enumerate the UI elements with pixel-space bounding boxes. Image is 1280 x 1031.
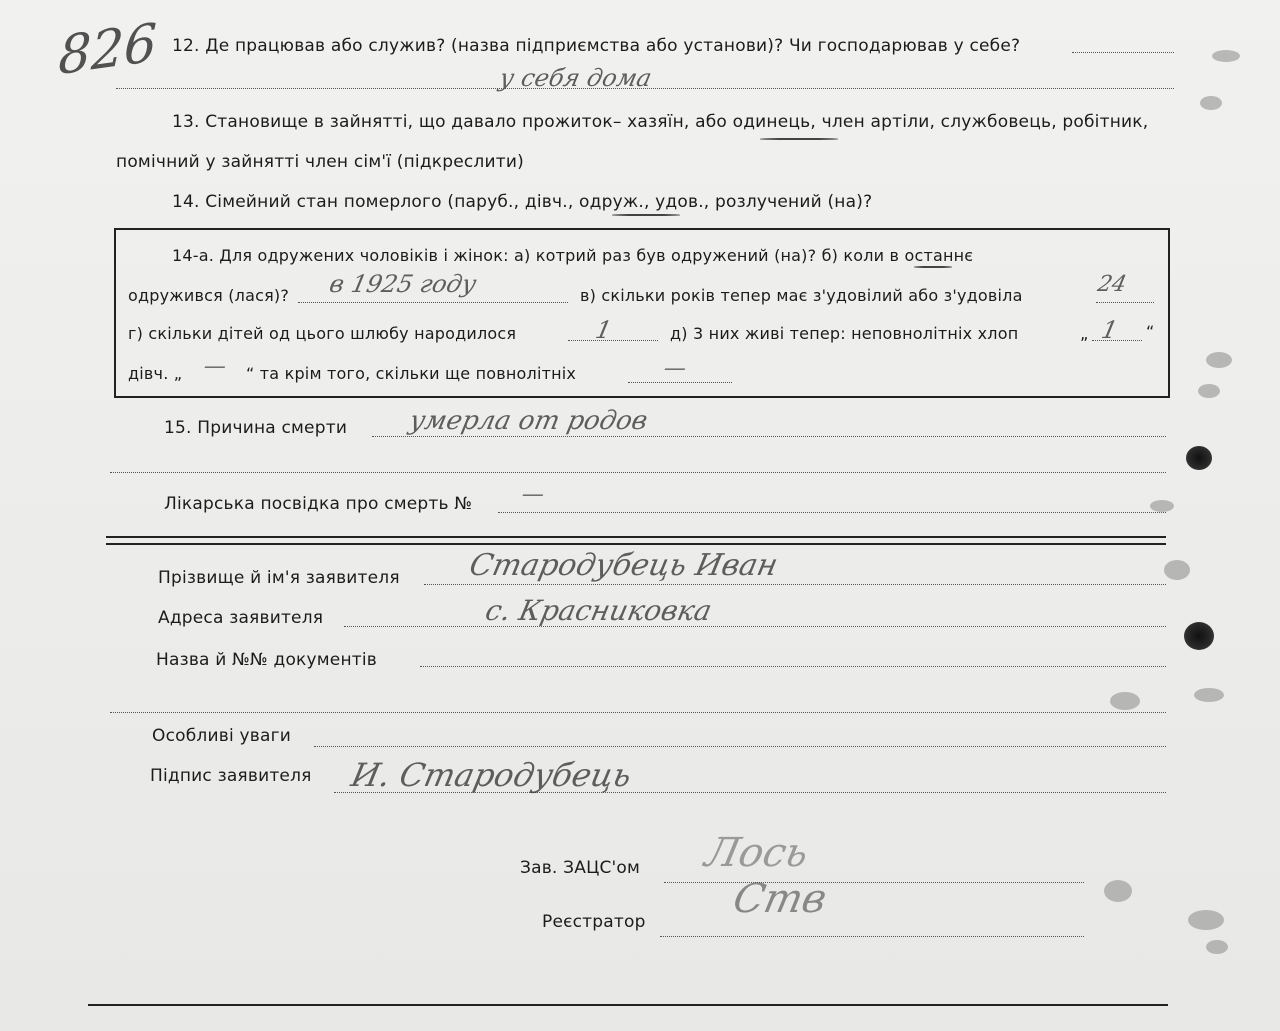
applicant-name-line — [424, 584, 1166, 585]
applicant-docs-line-1 — [420, 666, 1166, 667]
q14-label: 14. Сімейний стан померлого (паруб., дівч., одруж., удов., розлучений (на)? — [172, 192, 873, 212]
q14a-line-4-mid: “ та крім того, скільки ще повнолітніх — [246, 364, 577, 383]
q14a-line-2-answer: в 1925 году — [327, 270, 479, 298]
applicant-docs-line-2 — [110, 712, 1166, 713]
q13-line-2: помічний у зайнятті член сім'ї (підкреслити) — [116, 152, 524, 172]
q12-label: 12. Де працював або служив? (назва підприємства або установи)? Чи господарював у себе? — [172, 36, 1021, 56]
medical-label: Лікарська посвідка про смерть № — [164, 494, 473, 514]
q13-line-1: 13. Становище в зайнятті, що давало прожиток– хазяїн, або одинець, член артіли, службовець, робітник, — [172, 112, 1149, 132]
punch-mark — [1212, 50, 1240, 62]
q14a-line-4-dots — [628, 382, 732, 383]
q14a-line-4-label: дівч. „ — [128, 364, 183, 383]
punch-mark — [1206, 352, 1232, 368]
punch-mark — [1188, 910, 1224, 930]
bottom-rule — [88, 1004, 1168, 1006]
margin-note: 826 — [57, 12, 158, 88]
q14a-line-3-answer: 1 — [593, 316, 615, 344]
applicant-address-line — [344, 626, 1166, 627]
q14a-line-4-answer: — — [201, 354, 229, 379]
applicant-name-label: Прізвище й ім'я заявителя — [158, 568, 400, 588]
applicant-name-answer: Стародубець Иван — [466, 548, 781, 583]
registrar-signature: Ств — [729, 876, 831, 922]
q14a-line-2-dots-1 — [298, 302, 568, 303]
punch-hole — [1184, 622, 1214, 650]
head-label: Зав. ЗАЦС'ом — [520, 858, 641, 878]
punch-mark — [1198, 384, 1220, 398]
q12-line-1 — [1072, 52, 1174, 53]
q15-answer: умерла от родов — [406, 406, 651, 436]
head-signature: Лось — [701, 830, 813, 876]
q14a-line-3-mid: д) 3 них живі тепер: неповнолітніх хлоп — [670, 324, 1019, 343]
applicant-notes-line — [314, 746, 1166, 747]
applicant-address-answer: с. Красниковка — [482, 594, 715, 627]
q14a-line-2-mid: в) скільки років тепер має з'удовілий або з'удовіла — [580, 286, 1023, 305]
punch-mark — [1150, 500, 1174, 512]
q15-label: 15. Причина смерти — [164, 418, 348, 438]
q14a-line-2-dots-2 — [1096, 302, 1154, 303]
q12-answer: у себя дома — [497, 64, 655, 92]
registrar-line — [660, 936, 1084, 937]
q14a-line-3-label: г) скільки дітей од цього шлюбу народилося — [128, 324, 517, 343]
punch-mark — [1110, 692, 1140, 710]
applicant-notes-label: Особливі уваги — [152, 726, 291, 746]
registrar-label: Реєстратор — [542, 912, 646, 932]
q15-line-1 — [372, 436, 1166, 437]
q14a-line-1: 14-а. Для одружених чоловіків і жінок: а) котрий раз був одружений (на)? б) коли в останнє — [172, 246, 974, 265]
punch-mark — [1200, 96, 1222, 110]
punch-mark — [1194, 688, 1224, 702]
q14-underline-odruzh — [612, 214, 680, 216]
applicant-docs-label: Назва й №№ документів — [156, 650, 378, 670]
medical-answer: — — [519, 482, 547, 507]
separator-rule-1 — [106, 536, 1166, 538]
separator-rule-2 — [106, 543, 1166, 545]
head-line — [664, 882, 1084, 883]
q14a-line-2-label: одружився (лася)? — [128, 286, 290, 305]
applicant-signature-label: Підпис заявителя — [150, 766, 312, 786]
q14a-line-2-answer-2: 24 — [1095, 272, 1129, 297]
punch-mark — [1164, 560, 1190, 580]
applicant-signature: И. Стародубець — [347, 756, 636, 794]
q14a-line-4-answer-2: — — [661, 356, 689, 381]
punch-hole — [1186, 446, 1212, 470]
medical-line — [498, 512, 1166, 513]
q14a-underline-na — [914, 266, 952, 268]
q14a-line-3-dots-1 — [568, 340, 658, 341]
applicant-address-label: Адреса заявителя — [158, 608, 324, 628]
q14a-line-3-quote-open: „ — [1080, 324, 1089, 343]
punch-mark — [1104, 880, 1132, 902]
q13-underline-odynets — [760, 138, 838, 140]
q14a-line-3-answer-2: 1 — [1099, 316, 1121, 344]
q15-line-2 — [110, 472, 1166, 473]
q14a-line-3-quote-close: “ — [1146, 322, 1155, 341]
punch-mark — [1206, 940, 1228, 954]
